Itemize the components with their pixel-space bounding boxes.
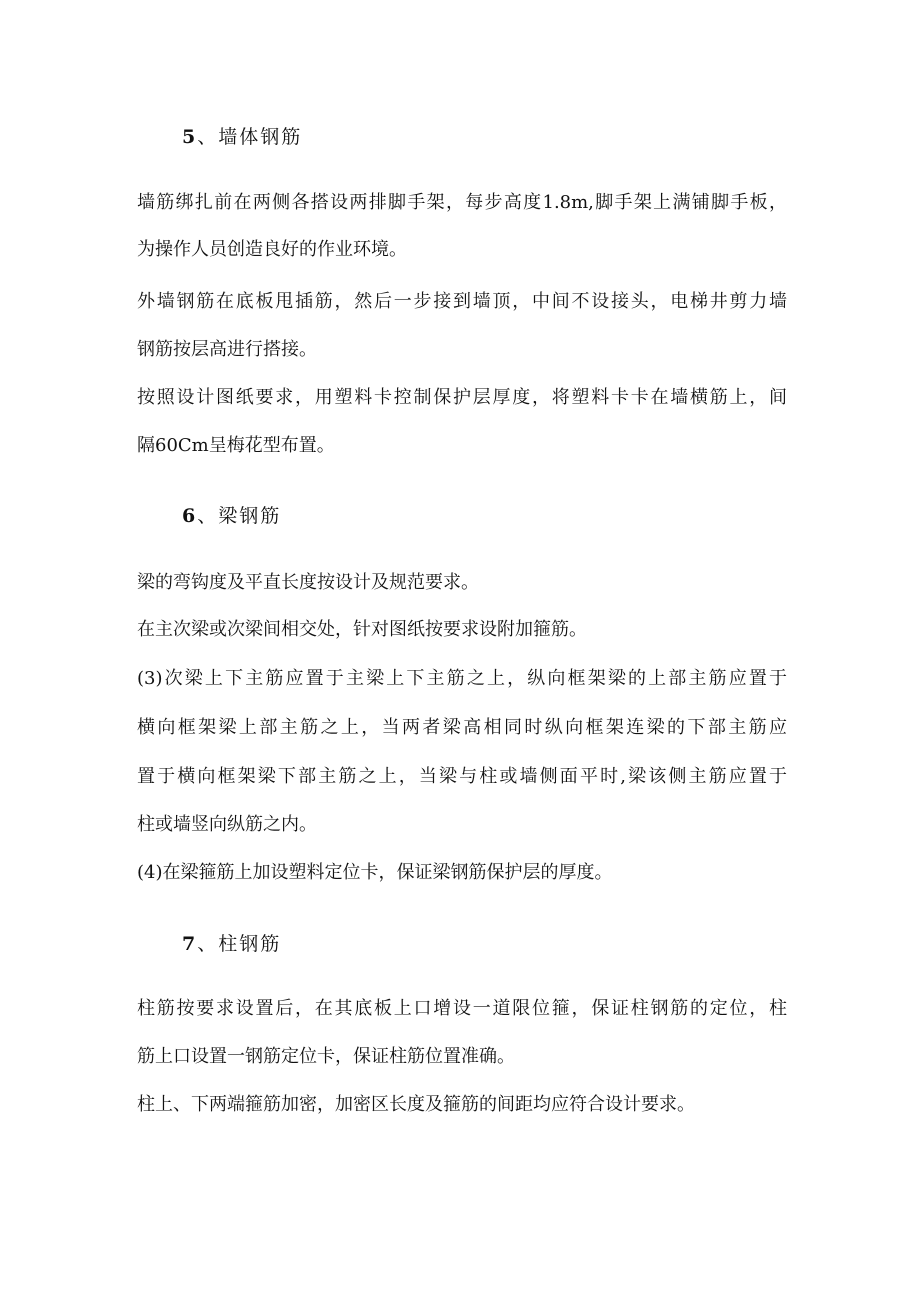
paragraph-line: 外墙钢筋在底板甩插筋，然后一步接到墙顶，中间不设接头，电梯井剪力墙 (137, 291, 787, 312)
paragraph-line: 横向框架梁上部主筋之上，当两者梁高相同时纵向框架连梁的下部主筋应 (137, 717, 787, 738)
section-heading-6 (182, 501, 281, 528)
section-title: 、柱钢筋 (197, 933, 282, 955)
section-title: 、梁钢筋 (197, 505, 282, 527)
paragraph-line: 置于横向框架梁下部主筋之上，当梁与柱或墙侧面平时,梁该侧主筋应置于 (137, 766, 787, 787)
section-number: 6 (182, 505, 198, 527)
paragraph-line: 墙筋绑扎前在两侧各搭设两排脚手架，每步高度1.8m,脚手架上满铺脚手板， (137, 192, 787, 213)
paragraph-line: 筋上口设置一钢筋定位卡，保证柱筋位置准确。 (137, 1046, 515, 1067)
paragraph-line: 柱筋按要求设置后，在其底板上口增设一道限位箍，保证柱钢筋的定位，柱 (137, 998, 787, 1019)
paragraph-line: 钢筋按层高进行搭接。 (137, 339, 317, 360)
paragraph-line: 在主次梁或次梁间相交处，针对图纸按要求设附加箍筋。 (137, 619, 587, 640)
section-heading-7 (182, 929, 281, 956)
paragraph-line: 隔60Cm呈梅花型布置。 (137, 435, 335, 456)
paragraph-line: 柱或墙竖向纵筋之内。 (137, 814, 317, 835)
paragraph-line: 柱上、下两端箍筋加密，加密区长度及箍筋的间距均应符合设计要求。 (137, 1094, 695, 1115)
paragraph-line: 为操作人员创造良好的作业环境。 (137, 239, 407, 260)
paragraph-line: (3)次梁上下主筋应置于主梁上下主筋之上，纵向框架梁的上部主筋应置于 (137, 668, 787, 689)
paragraph-line: 按照设计图纸要求，用塑料卡控制保护层厚度，将塑料卡卡在墙横筋上，间 (137, 387, 787, 408)
paragraph-line: (4)在梁箍筋上加设塑料定位卡，保证梁钢筋保护层的厚度。 (137, 862, 613, 883)
paragraph-line: 梁的弯钩度及平直长度按设计及规范要求。 (137, 572, 479, 593)
section-number: 5 (182, 126, 198, 148)
section-number: 7 (182, 933, 198, 955)
section-title: 、墙体钢筋 (197, 126, 303, 148)
section-heading-5 (182, 122, 302, 149)
